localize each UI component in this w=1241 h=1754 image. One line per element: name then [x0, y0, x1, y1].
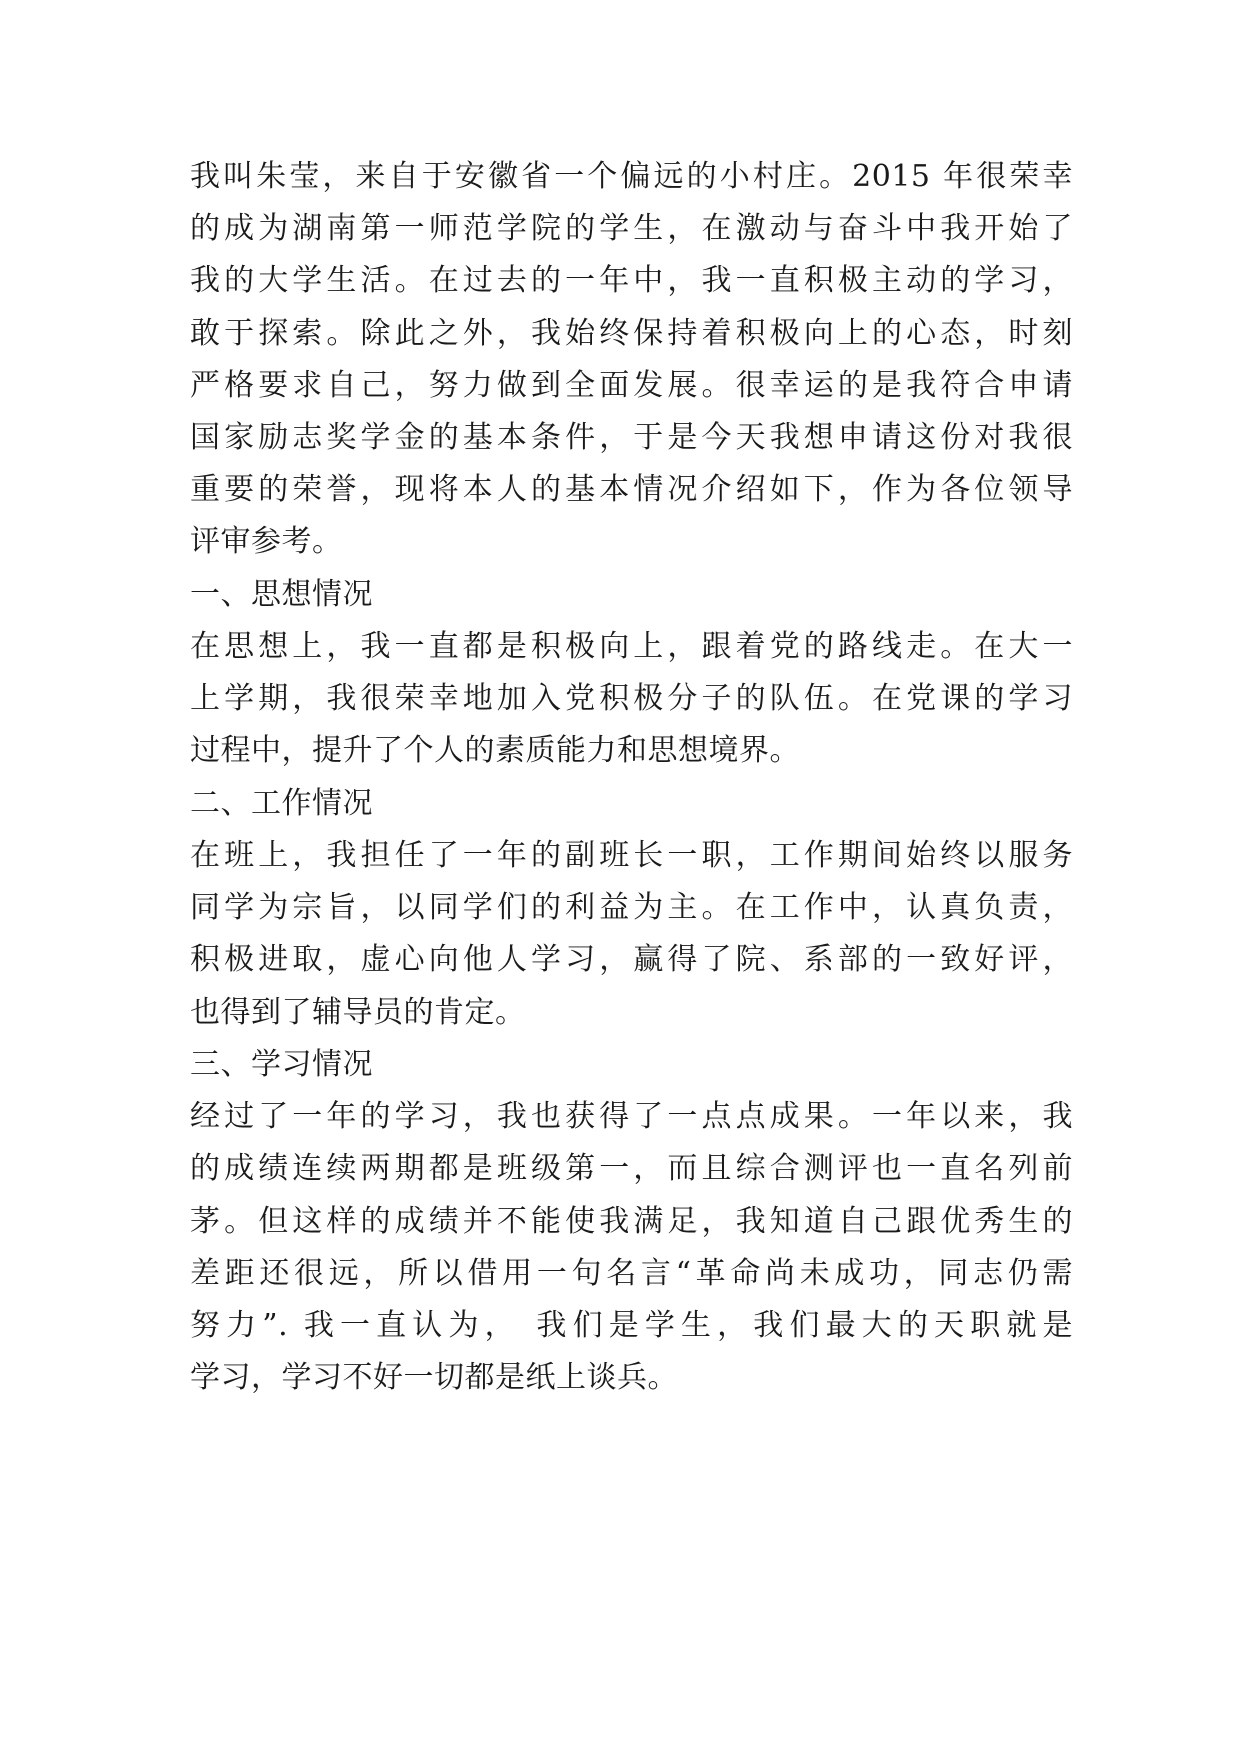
paragraph-line: 我的大学生活。在过去的一年中，我一直积极主动的学习，	[190, 263, 1073, 298]
paragraph-line: 在思想上，我一直都是积极向上，跟着党的路线走。在大一	[190, 629, 1073, 664]
paragraph-line: 过程中，提升了个人的素质能力和思想境界。	[190, 733, 800, 768]
paragraph-line: 经过了一年的学习，我也获得了一点点成果。一年以来，我	[190, 1099, 1073, 1134]
paragraph-line: 国家励志奖学金的基本条件，于是今天我想申请这份对我很	[190, 420, 1073, 455]
paragraph-line: 上学期，我很荣幸地加入党积极分子的队伍。在党课的学习	[190, 681, 1073, 716]
section-heading-study: 三、学习情况	[190, 1047, 373, 1082]
paragraph-line: 敢于探索。除此之外，我始终保持着积极向上的心态，时刻	[190, 316, 1073, 351]
paragraph-line: 学习，学习不好一切都是纸上谈兵。	[190, 1360, 678, 1395]
paragraph-line: 茅。但这样的成绩并不能使我满足，我知道自己跟优秀生的	[190, 1204, 1073, 1239]
section-heading-work: 二、工作情况	[190, 786, 373, 821]
paragraph-line: 在班上，我担任了一年的副班长一职，工作期间始终以服务	[190, 838, 1073, 873]
paragraph-line: 也得到了辅导员的肯定。	[190, 995, 526, 1030]
paragraph-line: 同学为宗旨，以同学们的利益为主。在工作中，认真负责，	[190, 890, 1073, 925]
paragraph-line: 我叫朱莹，来自于安徽省一个偏远的小村庄。2015 年很荣幸	[190, 159, 1073, 194]
paragraph-line: 重要的荣誉，现将本人的基本情况介绍如下，作为各位领导	[190, 472, 1073, 507]
paragraph-line: 的成绩连续两期都是班级第一，而且综合测评也一直名列前	[190, 1151, 1073, 1186]
paragraph-line: 差距还很远，所以借用一句名言“革命尚未成功，同志仍需	[190, 1256, 1073, 1291]
paragraph-line: 积极进取，虚心向他人学习，赢得了院、系部的一致好评，	[190, 942, 1073, 977]
paragraph-line: 评审参考。	[190, 524, 343, 559]
paragraph-line: 严格要求自己，努力做到全面发展。很幸运的是我符合申请	[190, 368, 1073, 403]
paragraph-line: 努力”. 我一直认为， 我们是学生，我们最大的天职就是	[190, 1308, 1073, 1343]
section-heading-thought: 一、思想情况	[190, 577, 373, 612]
paragraph-line: 的成为湖南第一师范学院的学生，在激动与奋斗中我开始了	[190, 211, 1073, 246]
